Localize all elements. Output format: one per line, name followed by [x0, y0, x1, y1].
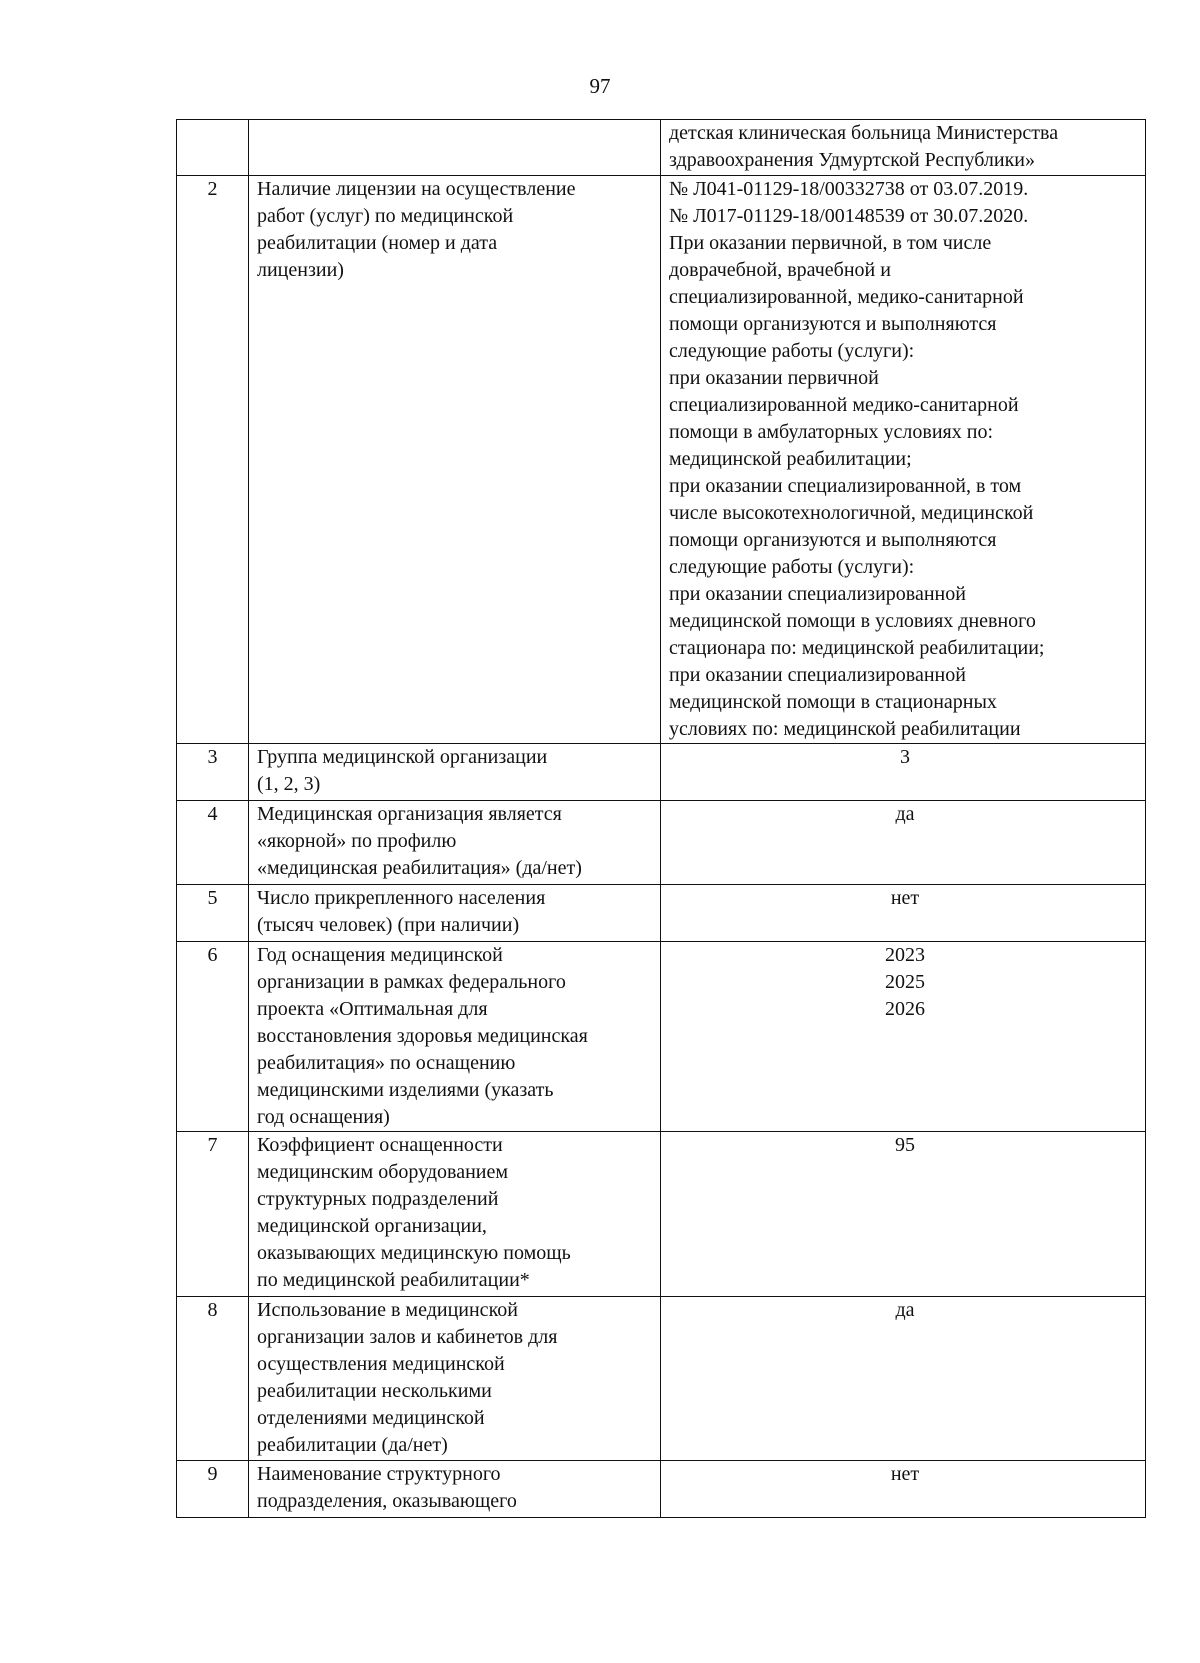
parameter-line: «медицинская реабилитация» (да/нет) [257, 857, 582, 879]
parameter-line: (1, 2, 3) [257, 773, 321, 795]
value-line: при оказании специализированной [669, 664, 966, 686]
value-line: следующие работы (услуги): [669, 340, 915, 362]
parameter-line: (тысяч человек) (при наличии) [257, 914, 520, 936]
value-line: 95 [895, 1134, 915, 1156]
parameter-line: медицинскими изделиями (указать [257, 1079, 554, 1101]
parameter-line: осуществления медицинской [257, 1353, 505, 1375]
row-number: 9 [177, 1461, 249, 1518]
parameter-cell [249, 942, 661, 1132]
row-number: 7 [177, 1132, 249, 1297]
value-line: при оказании специализированной, в том [669, 475, 1022, 497]
parameter-line: Число прикрепленного населения [257, 887, 546, 909]
value-line: да [895, 1299, 915, 1321]
parameter-line: оказывающих медицинскую помощь [257, 1242, 571, 1264]
parameter-line: организации залов и кабинетов для [257, 1326, 558, 1348]
value-line: медицинской реабилитации; [669, 448, 912, 470]
page-number: 97 [589, 74, 611, 98]
parameter-cell [249, 176, 661, 744]
value-cell [661, 1132, 1146, 1297]
parameter-line: по медицинской реабилитации* [257, 1269, 530, 1291]
parameter-cell [249, 744, 661, 801]
value-cell [661, 885, 1146, 942]
table-row [177, 176, 1146, 744]
value-line: здравоохранения Удмуртской Республики» [669, 149, 1035, 171]
value-line: нет [890, 887, 920, 909]
value-line: специализированной медико-санитарной [669, 394, 1019, 416]
parameter-line: Использование в медицинской [257, 1299, 518, 1321]
value-line: нет [890, 1463, 920, 1485]
parameter-line: структурных подразделений [257, 1188, 499, 1210]
parameter-line: медицинским оборудованием [257, 1161, 509, 1183]
value-line: доврачебной, врачебной и [669, 259, 891, 281]
parameter-cell [249, 120, 661, 176]
value-line: детская клиническая больница Министерства [669, 122, 1059, 144]
value-cell [661, 942, 1146, 1132]
value-line: 2026 [885, 998, 925, 1020]
row-number: 8 [177, 1297, 249, 1461]
table-row [177, 1461, 1146, 1518]
rehabilitation-info-table [176, 119, 1146, 1518]
parameter-line: Группа медицинской организации [257, 746, 548, 768]
parameter-line: Медицинская организация является [257, 803, 562, 825]
parameter-line: проекта «Оптимальная для [257, 998, 488, 1020]
value-line: числе высокотехнологичной, медицинской [669, 502, 1034, 524]
value-cell [661, 1297, 1146, 1461]
value-line: помощи организуются и выполняются [669, 529, 997, 551]
parameter-line: лицензии) [257, 259, 344, 281]
row-number: 5 [177, 885, 249, 942]
parameter-cell [249, 1132, 661, 1297]
value-line: при оказании специализированной [669, 583, 966, 605]
parameter-line: реабилитации несколькими [257, 1380, 492, 1402]
parameter-line: реабилитации (да/нет) [257, 1434, 448, 1456]
value-line: 2023 [885, 944, 925, 966]
parameter-line: медицинской организации, [257, 1215, 487, 1237]
value-cell [661, 1461, 1146, 1518]
row-number: 4 [177, 801, 249, 885]
table-row [177, 744, 1146, 801]
value-cell [661, 801, 1146, 885]
value-line: помощи организуются и выполняются [669, 313, 997, 335]
parameter-line: реабилитация» по оснащению [257, 1052, 516, 1074]
parameter-line: реабилитации (номер и дата [257, 232, 498, 254]
value-cell [661, 744, 1146, 801]
parameter-line: Коэффициент оснащенности [257, 1134, 503, 1156]
table-row [177, 1132, 1146, 1297]
parameter-cell [249, 801, 661, 885]
parameter-line: организации в рамках федерального [257, 971, 566, 993]
parameter-cell [249, 1297, 661, 1461]
value-cell [661, 176, 1146, 744]
parameter-line: год оснащения) [257, 1106, 390, 1128]
value-line: медицинской помощи в условиях дневного [669, 610, 1036, 632]
parameter-line: подразделения, оказывающего [257, 1490, 517, 1512]
row-number: 2 [177, 176, 249, 744]
value-line: условиях по: медицинской реабилитации [669, 718, 1021, 740]
value-line: стационара по: медицинской реабилитации; [669, 637, 1045, 659]
value-line: 3 [900, 746, 910, 768]
parameter-line: Наличие лицензии на осуществление [257, 178, 576, 200]
value-line: при оказании первичной [669, 367, 879, 389]
parameter-line: отделениями медицинской [257, 1407, 485, 1429]
parameter-line: Наименование структурного [257, 1463, 501, 1485]
row-number: 3 [177, 744, 249, 801]
value-line: следующие работы (услуги): [669, 556, 915, 578]
table-row [177, 942, 1146, 1132]
value-line: 2025 [885, 971, 925, 993]
parameter-line: работ (услуг) по медицинской [257, 205, 514, 227]
parameter-cell [249, 1461, 661, 1518]
value-line: помощи в амбулаторных условиях по: [669, 421, 994, 443]
value-line: медицинской помощи в стационарных [669, 691, 997, 713]
parameter-cell [249, 885, 661, 942]
row-number: 6 [177, 942, 249, 1132]
table-row [177, 120, 1146, 176]
table-row [177, 885, 1146, 942]
parameter-line: Год оснащения медицинской [257, 944, 503, 966]
row-number [177, 120, 249, 176]
value-line: да [895, 803, 915, 825]
value-line: При оказании первичной, в том числе [669, 232, 992, 254]
parameter-line: «якорной» по профилю [257, 830, 457, 852]
value-line: № Л041-01129-18/00332738 от 03.07.2019. [669, 178, 1029, 200]
parameter-line: восстановления здоровья медицинская [257, 1025, 588, 1047]
table-row [177, 1297, 1146, 1461]
value-line: № Л017-01129-18/00148539 от 30.07.2020. [669, 205, 1029, 227]
table-row [177, 801, 1146, 885]
value-line: специализированной, медико-санитарной [669, 286, 1024, 308]
value-cell [661, 120, 1146, 176]
